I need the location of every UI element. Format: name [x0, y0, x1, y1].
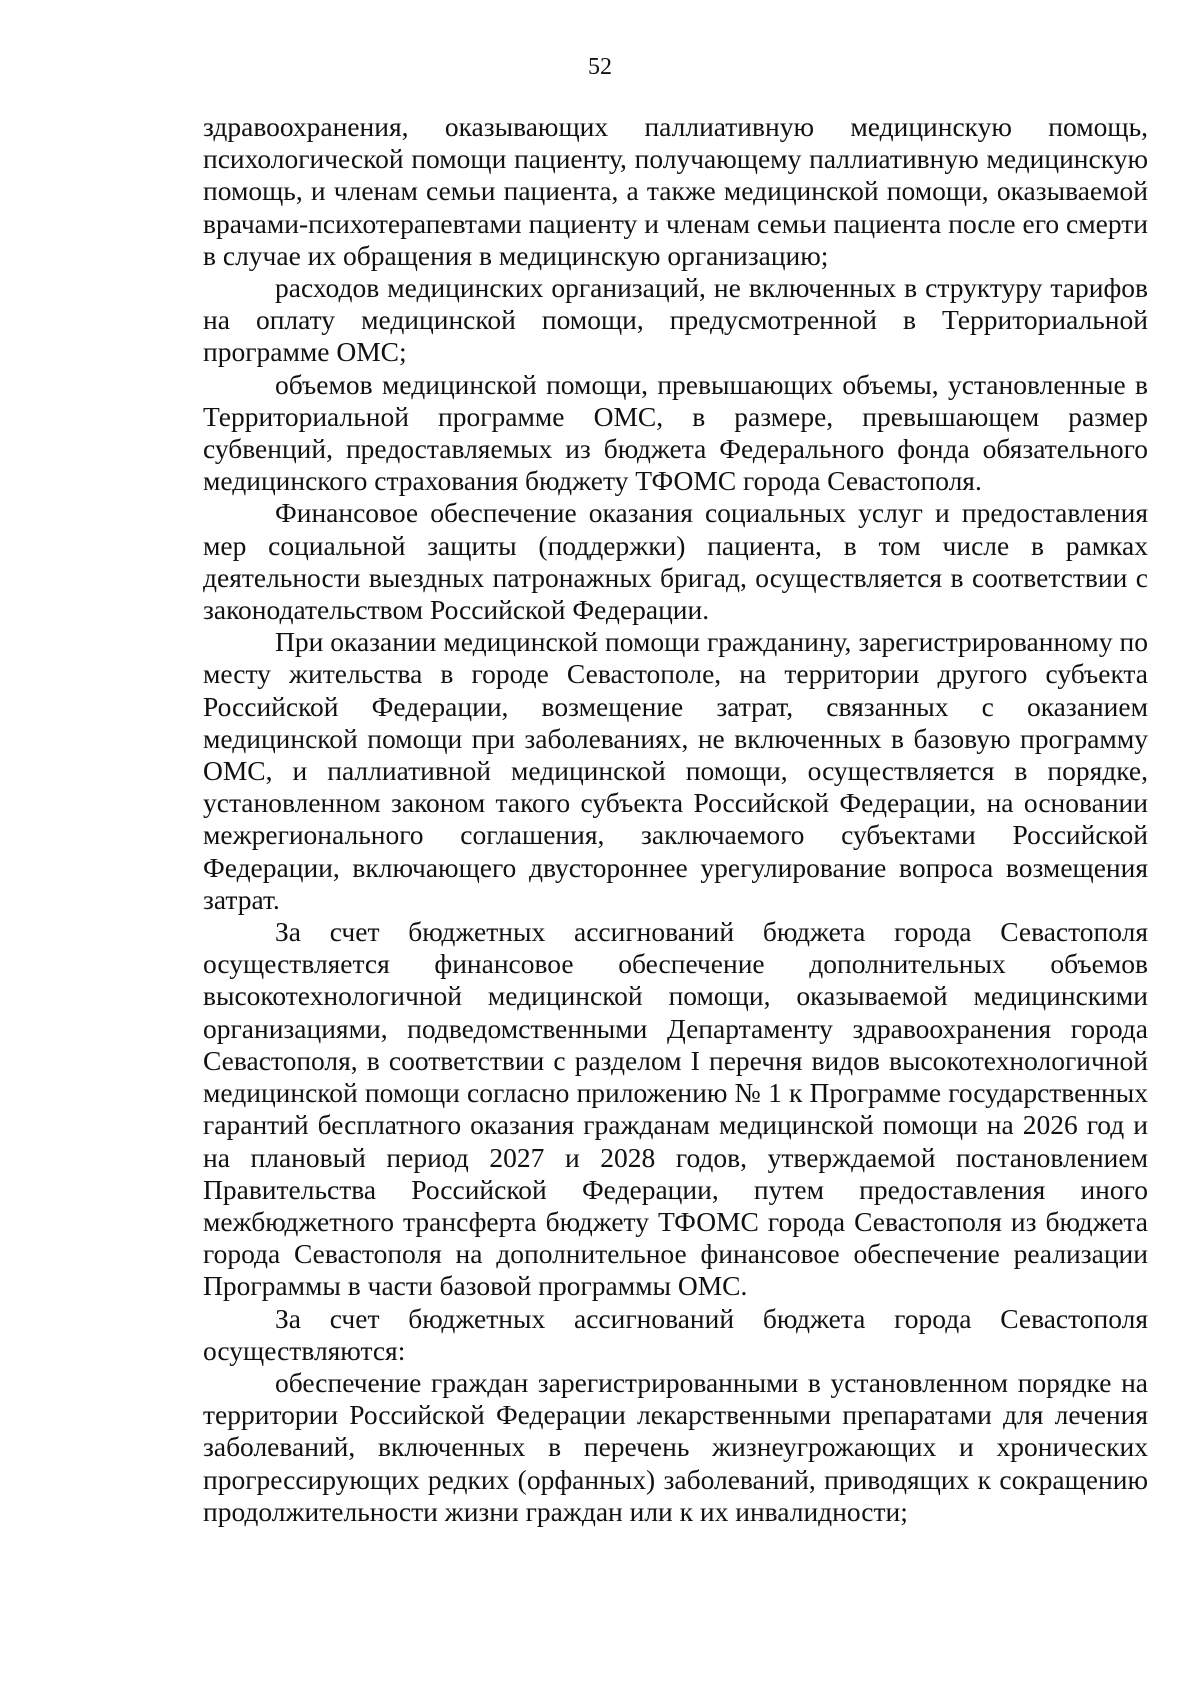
paragraph-expenses-tariffs: расходов медицинских организаций, не включенных в структуру тарифов на оплату медицинской помощи, предусмотренной в Территориальной программе ОМС;	[203, 272, 1148, 368]
paragraph-other-region-care: При оказании медицинской помощи гражданину, зарегистрированному по месту жительства в городе Севастополе, на территории другого субъекта Российской Федерации, возмещение затрат, связанных с оказанием медицинской помощи при заболеваниях, не включенных в базовую программу ОМС, и паллиативной медицинской помощи, осуществляется в порядке, установленном законом такого субъекта Российской Федерации, на основании межрегионального соглашения, заключаемого субъектами Российской Федерации, включающего двустороннее урегулирование вопроса возмещения затрат.	[203, 626, 1148, 915]
paragraph-budget-funded: За счет бюджетных ассигнований бюджета города Севастополя осуществляются:	[203, 1302, 1148, 1366]
paragraph-high-tech-care: За счет бюджетных ассигнований бюджета города Севастополя осуществляется финансовое обеспечение дополнительных объемов высокотехнологичной медицинской помощи, оказываемой медицинскими организациями, подведомственными Департаменту здравоохранения города Севастополя, в соответствии с разделом I перечня видов высокотехнологичной медицинской помощи согласно приложению № 1 к Программе государственных гарантий бесплатного оказания гражданам медицинской помощи на 2026 год и на плановый период 2027 и 2028 годов, утверждаемой постановлением Правительства Российской Федерации, путем предоставления иного межбюджетного трансферта бюджету ТФОМС города Севастополя из бюджета города Севастополя на дополнительное финансовое обеспечение реализации Программы в части базовой программы ОМС.	[203, 916, 1148, 1302]
paragraph-social-services: Финансовое обеспечение оказания социальных услуг и предоставления мер социальной защиты (поддержки) пациента, в том числе в рамках деятельности выездных патронажных бригад, осуществляется в соответствии с законодательством Российской Федерации.	[203, 497, 1148, 626]
paragraph-volumes-exceeding: объемов медицинской помощи, превышающих объемы, установленные в Территориальной программе ОМС, в размере, превышающем размер субвенций, предоставляемых из бюджета Федерального фонда обязательного медицинского страхования бюджету ТФОМС города Севастополя.	[203, 368, 1148, 497]
paragraph-orphan-drugs: обеспечение граждан зарегистрированными в установленном порядке на территории Российской Федерации лекарственными препаратами для лечения заболеваний, включенных в перечень жизнеугрожающих и хронических прогрессирующих редких (орфанных) заболеваний, приводящих к сокращению продолжительности жизни граждан или к их инвалидности;	[203, 1366, 1148, 1527]
page-number: 52	[588, 54, 612, 80]
paragraph-continuation: здравоохранения, оказывающих паллиативную медицинскую помощь, психологической помощи пациенту, получающему паллиативную медицинскую помощь, и членам семьи пациента, а также медицинской помощи, оказываемой врачами-психотерапевтами пациенту и членам семьи пациента после его смерти в случае их обращения в медицинскую организацию;	[203, 111, 1148, 271]
document-body	[203, 111, 1148, 1528]
